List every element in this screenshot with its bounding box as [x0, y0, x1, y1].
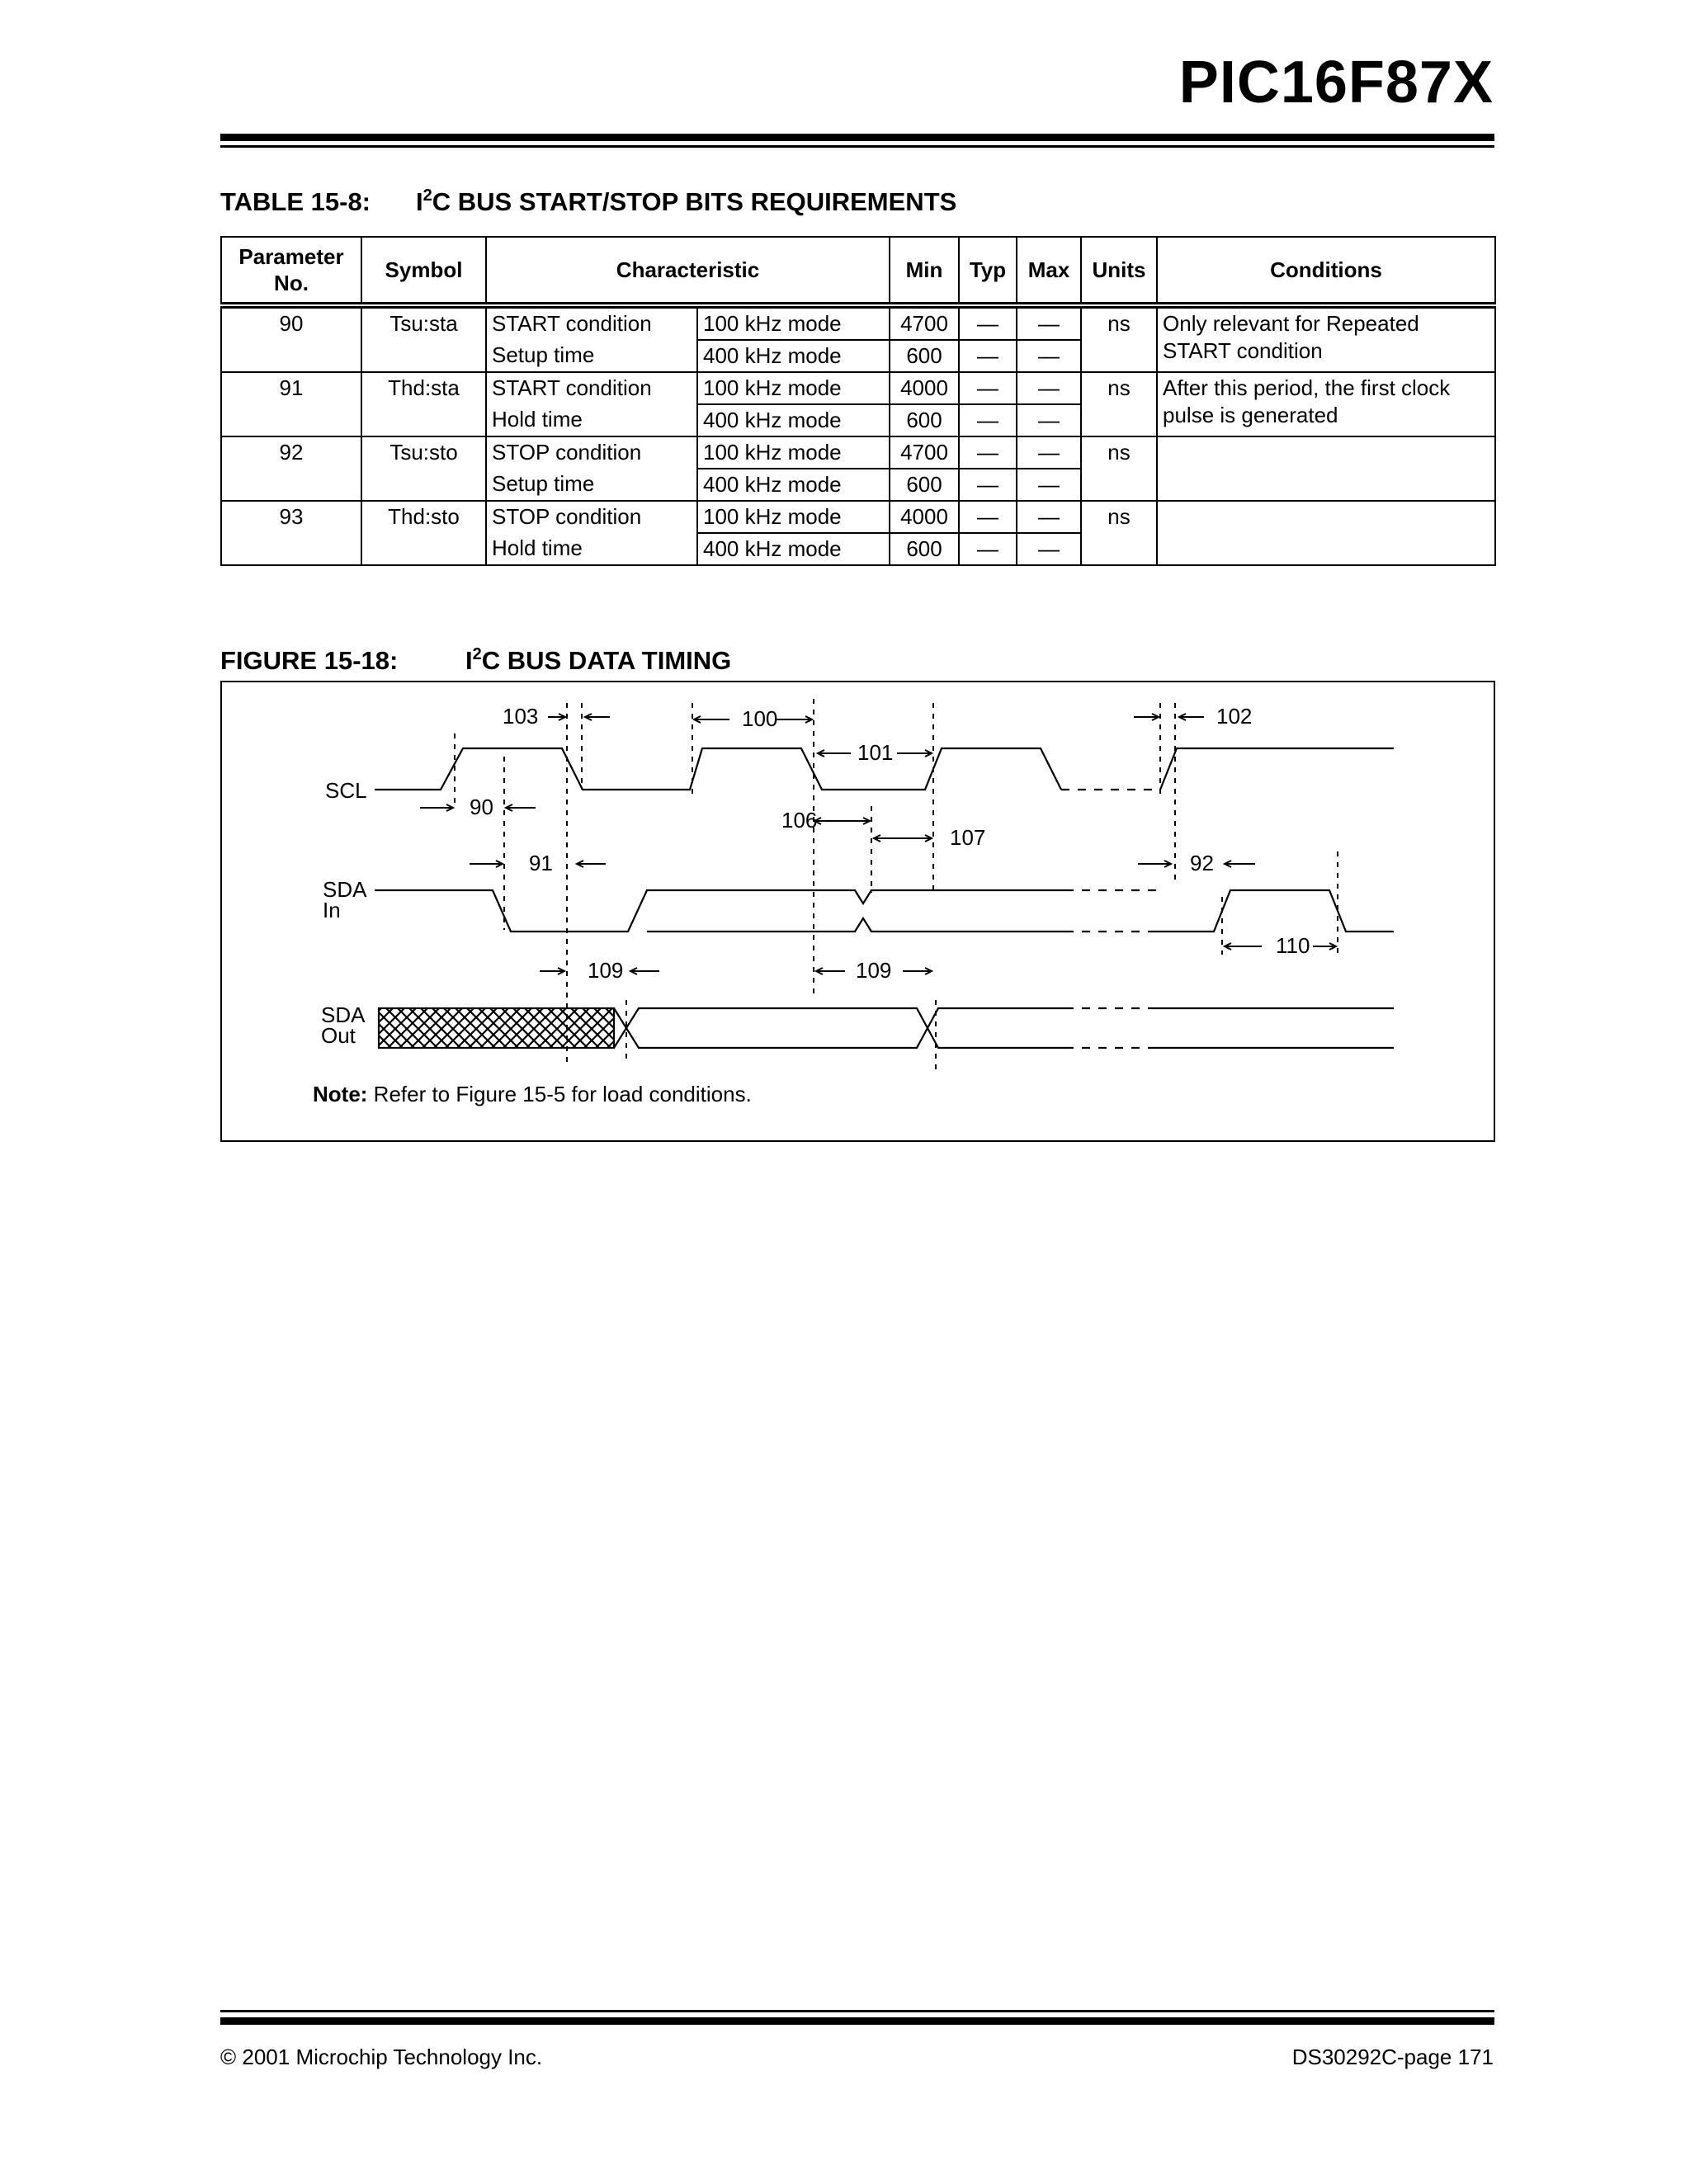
param-110-label: 110: [1276, 933, 1310, 958]
symbol: Thd:sto: [361, 501, 486, 565]
conditions: Only relevant for Repeated START condition: [1157, 305, 1495, 372]
col-param-no: Parameter No.: [221, 237, 361, 305]
dim-arrow: [1225, 861, 1255, 867]
table-title-prefix: I: [416, 187, 423, 216]
mode: 100 kHz mode: [697, 436, 890, 469]
max-value: —: [1017, 305, 1081, 340]
mode: 400 kHz mode: [697, 469, 890, 501]
param-101-label: 101: [857, 740, 894, 765]
sda-out-dashed: [1065, 1008, 1156, 1048]
param-no: 92: [221, 436, 361, 501]
timing-diagram: [222, 682, 1494, 1140]
figure-caption: [220, 645, 731, 676]
param-107-label: 107: [950, 825, 986, 850]
spec-table: [220, 236, 1496, 566]
min-value: 4700: [890, 305, 959, 340]
min-value: 600: [890, 340, 959, 372]
table-header-row: [221, 237, 1495, 305]
param-106-label: 106: [781, 808, 818, 833]
param-102-label: 102: [1216, 704, 1253, 729]
mode: 100 kHz mode: [697, 372, 890, 404]
characteristic: STOP condition: [486, 436, 697, 469]
mode: 100 kHz mode: [697, 501, 890, 533]
dim-arrow: [694, 716, 729, 723]
sda-in-label: SDA: [323, 877, 367, 902]
symbol: Thd:sta: [361, 372, 486, 436]
conditions: [1157, 501, 1495, 565]
dim-arrow: [506, 804, 536, 811]
units: ns: [1081, 372, 1157, 436]
col-conditions: Conditions: [1157, 237, 1495, 305]
sda-in-waveform-low: [647, 918, 1065, 932]
dim-arrow: [777, 716, 812, 723]
copyright: © 2001 Microchip Technology Inc.: [220, 2045, 543, 2069]
param-91-label: 91: [529, 851, 553, 875]
sda-out-label-2: Out: [321, 1023, 356, 1048]
dim-arrow: [1179, 714, 1204, 720]
page-number: DS30292C-page 171: [1291, 2045, 1494, 2069]
typ-value: —: [959, 340, 1017, 372]
sda-in-waveform: [375, 890, 1065, 932]
col-symbol: Symbol: [361, 237, 486, 305]
figure-title: C BUS DATA TIMING: [481, 646, 732, 675]
table-row: [221, 305, 1495, 340]
sda-in-label-2: In: [323, 898, 341, 922]
scl-label: SCL: [325, 778, 367, 803]
typ-value: —: [959, 404, 1017, 436]
note-label: Note:: [313, 1082, 368, 1106]
sda-in-end: [1156, 890, 1394, 932]
dim-arrow: [814, 818, 870, 824]
symbol: Tsu:sta: [361, 305, 486, 372]
min-value: 4000: [890, 501, 959, 533]
min-value: 600: [890, 404, 959, 436]
dim-arrow: [874, 835, 932, 842]
conditions: [1157, 436, 1495, 501]
characteristic: Setup time: [486, 340, 697, 372]
typ-value: —: [959, 436, 1017, 469]
header-rule: [220, 134, 1494, 141]
figure-title-sup: 2: [472, 645, 482, 663]
dim-arrow: [1225, 943, 1262, 950]
typ-value: —: [959, 372, 1017, 404]
figure-label: FIGURE 15-18:: [220, 646, 399, 675]
characteristic: Setup time: [486, 469, 697, 501]
mode: 400 kHz mode: [697, 404, 890, 436]
param-109-label: 109: [588, 958, 624, 983]
table-label: TABLE 15-8:: [220, 187, 371, 216]
sda-out-waveform: [614, 1008, 1065, 1048]
characteristic: Hold time: [486, 533, 697, 565]
sda-out-label: SDA: [321, 1002, 366, 1027]
max-value: —: [1017, 436, 1081, 469]
units: ns: [1081, 305, 1157, 372]
figure-note: [313, 1082, 752, 1107]
typ-value: —: [959, 305, 1017, 340]
mode: 400 kHz mode: [697, 533, 890, 565]
param-no: 91: [221, 372, 361, 436]
dim-arrow: [1313, 943, 1336, 950]
dim-arrow: [1134, 714, 1159, 720]
param-no: 90: [221, 305, 361, 372]
dim-arrow: [897, 750, 932, 757]
min-value: 4000: [890, 372, 959, 404]
max-value: —: [1017, 533, 1081, 565]
dim-arrow: [630, 968, 659, 974]
units: ns: [1081, 501, 1157, 565]
dim-arrow: [540, 968, 564, 974]
col-max: Max: [1017, 237, 1081, 305]
min-value: 600: [890, 533, 959, 565]
table-caption: [220, 186, 956, 217]
mode: 100 kHz mode: [697, 305, 890, 340]
header-rule-thin: [220, 145, 1494, 148]
col-units: Units: [1081, 237, 1157, 305]
dim-arrow: [470, 861, 503, 867]
timing-figure: [220, 681, 1495, 1142]
dim-arrow: [420, 804, 453, 811]
sda-in-dashed: [1065, 890, 1156, 932]
min-value: 4700: [890, 436, 959, 469]
table-row: [221, 501, 1495, 533]
sda-out-end: [1156, 1008, 1394, 1048]
max-value: —: [1017, 501, 1081, 533]
col-typ: Typ: [959, 237, 1017, 305]
typ-value: —: [959, 501, 1017, 533]
table-row: [221, 372, 1495, 404]
characteristic: START condition: [486, 305, 697, 340]
param-92-label: 92: [1190, 851, 1214, 875]
param-103-label: 103: [503, 704, 539, 729]
footer-rule-thin: [220, 2010, 1494, 2012]
footer-rule: [220, 2017, 1494, 2025]
max-value: —: [1017, 469, 1081, 501]
dim-arrow: [1138, 861, 1171, 867]
characteristic: START condition: [486, 372, 697, 404]
note-text: Refer to Figure 15-5 for load conditions.: [367, 1082, 752, 1106]
dim-arrow: [585, 714, 610, 720]
min-value: 600: [890, 469, 959, 501]
characteristic: STOP condition: [486, 501, 697, 533]
max-value: —: [1017, 372, 1081, 404]
table-title-sup: 2: [422, 186, 432, 205]
table-row: [221, 436, 1495, 469]
scl-waveform: [375, 748, 1061, 790]
dim-arrow: [818, 750, 851, 757]
conditions: After this period, the first clock pulse is generated: [1157, 372, 1495, 436]
param-90-label: 90: [470, 795, 493, 819]
col-characteristic: Characteristic: [486, 237, 890, 305]
document-title: PIC16F87X: [1178, 50, 1494, 116]
typ-value: —: [959, 469, 1017, 501]
characteristic: Hold time: [486, 404, 697, 436]
units: ns: [1081, 436, 1157, 501]
mode: 400 kHz mode: [697, 340, 890, 372]
dim-arrow: [548, 714, 565, 720]
dim-arrow: [816, 968, 845, 974]
symbol: Tsu:sto: [361, 436, 486, 501]
param-no: 93: [221, 501, 361, 565]
scl-waveform-end: [1160, 748, 1394, 790]
max-value: —: [1017, 404, 1081, 436]
max-value: —: [1017, 340, 1081, 372]
sda-out-hatch: [379, 1008, 614, 1048]
table-title: C BUS START/STOP BITS REQUIREMENTS: [432, 187, 957, 216]
param-100-label: 100: [742, 706, 778, 731]
col-min: Min: [890, 237, 959, 305]
param-109-label-2: 109: [856, 958, 892, 983]
dim-arrow: [903, 968, 932, 974]
dim-arrow: [577, 861, 606, 867]
figure-title-prefix: I: [465, 646, 473, 675]
typ-value: —: [959, 533, 1017, 565]
